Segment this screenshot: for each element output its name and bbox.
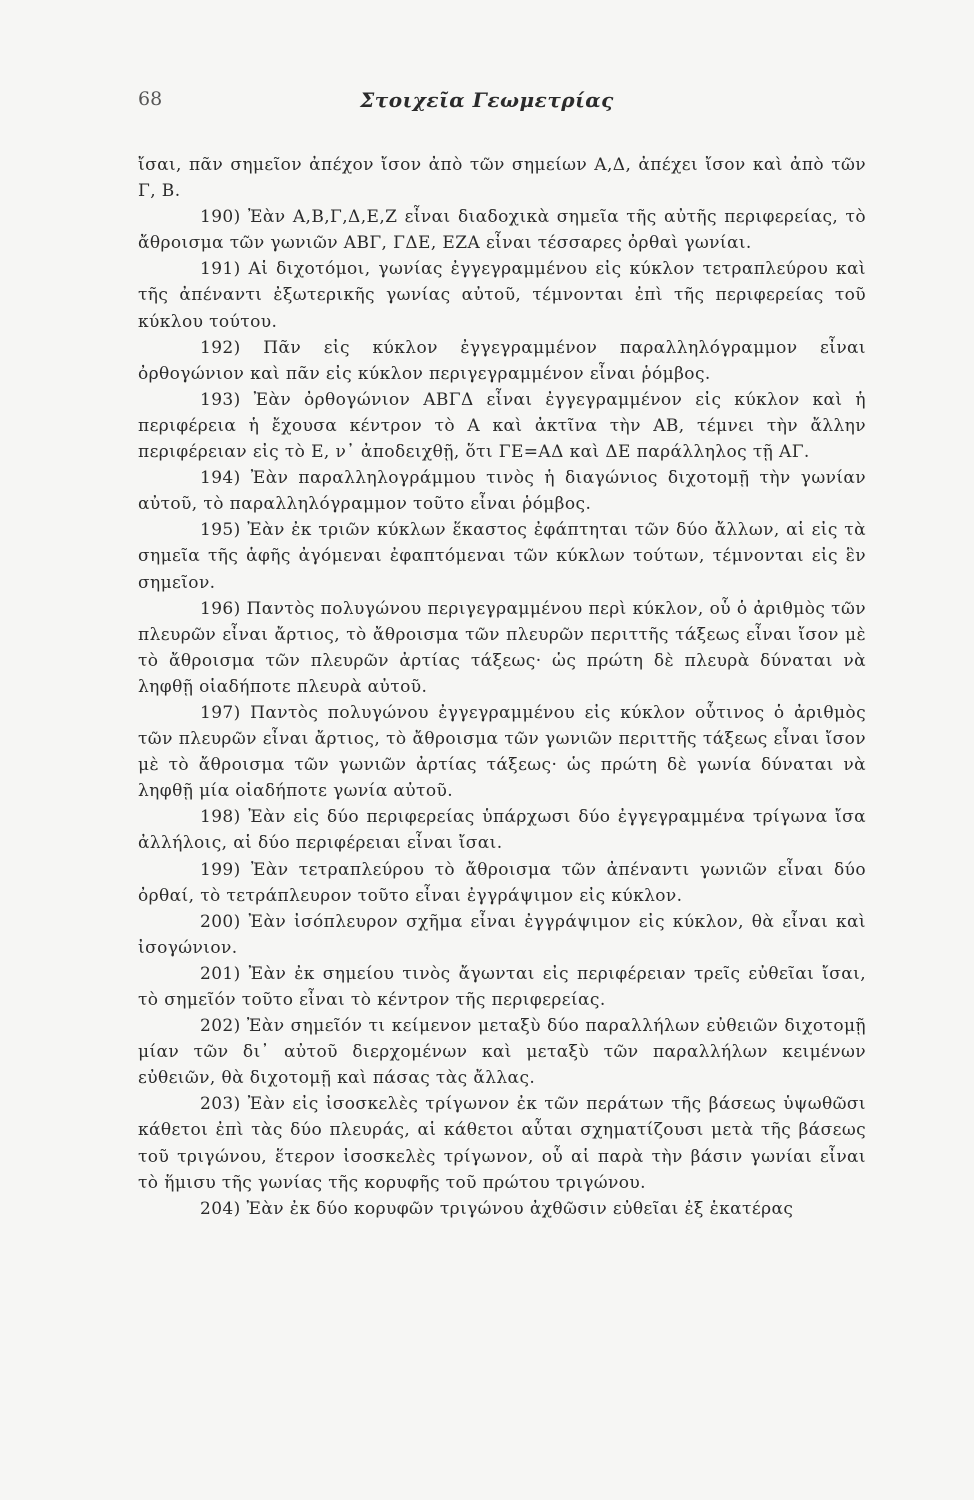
exercise-196: 196) Παντὸς πολυγώνου περιγεγραμμένου περὶ κύκλον, οὗ ὁ ἀριθμὸς τῶν πλευρῶν εἶναι ἄρτιος, τὸ ἄθροισμα τῶν πλευρῶν περιττῆς τάξεως εἶναι ἴσον μὲ τὸ ἄθροισμα τῶν πλευρῶν ἀρτίας τάξεως· ὡς πρώτη δὲ πλευρὰ δύναται νὰ ληφθῇ οἱαδήποτε πλευρὰ αὐτοῦ. bbox=[138, 598, 866, 697]
paragraph-continuation: ἴσαι, πᾶν σημεῖον ἀπέχον ἴσον ἀπὸ τῶν σημείων Α,Δ, ἀπέχει ἴσον καὶ ἀπὸ τῶν Γ, Β. bbox=[138, 155, 866, 202]
exercise-193: 193) Ἐὰν ὀρθογώνιον ΑΒΓΔ εἶναι ἐγγεγραμμένον εἰς κύκλον καὶ ἡ περιφέρεια ἡ ἔχουσα κέντρον τὸ Α καὶ ἀκτῖνα τὴν ΑΒ, τέμνει τὴν ἄλλην περιφέρειαν εἰς τὸ Ε, ν᾿ ἀποδειχθῇ, ὅτι ΓΕ=ΑΔ καὶ ΔΕ παράλληλος τῇ ΑΓ. bbox=[138, 389, 866, 463]
exercise-195: 195) Ἐὰν ἐκ τριῶν κύκλων ἕκαστος ἐφάπτηται τῶν δύο ἄλλων, αἱ εἰς τὰ σημεῖα τῆς ἁφῆς ἀγόμεναι ἐφαπτόμεναι τῶν κύκλων τούτων, τέμνονται εἰς ἓν σημεῖον. bbox=[138, 520, 866, 593]
running-title: Στοιχεῖα Γεωμετρίας bbox=[360, 88, 614, 112]
page-number: 68 bbox=[138, 88, 163, 110]
exercise-198: 198) Ἐὰν εἰς δύο περιφερείας ὑπάρχωσι δύο ἐγγεγραμμένα τρίγωνα ἴσα ἀλλήλοις, αἱ δύο περιφέρειαι εἶναι ἴσαι. bbox=[138, 807, 866, 854]
exercise-199: 199) Ἐὰν τετραπλεύρου τὸ ἄθροισμα τῶν ἀπέναντι γωνιῶν εἶναι δύο ὀρθαί, τὸ τετράπλευρον τοῦτο εἶναι ἐγγράψιμον εἰς κύκλον. bbox=[138, 859, 866, 906]
exercise-192: 192) Πᾶν εἰς κύκλον ἐγγεγραμμένον παραλληλόγραμμον εἶναι ὀρθογώνιον καὶ πᾶν εἰς κύκλον περιγεγραμμένον εἶναι ῥόμβος. bbox=[138, 337, 866, 384]
exercise-200: 200) Ἐὰν ἰσόπλευρον σχῆμα εἶναι ἐγγράψιμον εἰς κύκλον, θὰ εἶναι καὶ ἰσογώνιον. bbox=[138, 911, 866, 958]
exercise-201: 201) Ἐὰν ἐκ σημείου τινὸς ἄγωνται εἰς περιφέρειαν τρεῖς εὐθεῖαι ἴσαι, τὸ σημεῖόν τοῦτο εἶναι τὸ κέντρον τῆς περιφερείας. bbox=[138, 963, 866, 1010]
exercise-191: 191) Αἱ διχοτόμοι, γωνίας ἐγγεγραμμένου εἰς κύκλον τετραπλεύρου καὶ τῆς ἀπέναντι ἐξωτερικῆς γωνίας αὐτοῦ, τέμνονται ἐπὶ τῆς περιφερείας τοῦ κύκλου τούτου. bbox=[138, 259, 866, 332]
page-body bbox=[138, 152, 866, 1222]
exercise-204: 204) Ἐὰν ἐκ δύο κορυφῶν τριγώνου ἀχθῶσιν εὐθεῖαι ἐξ ἑκατέρας bbox=[200, 1198, 794, 1219]
exercise-194: 194) Ἐὰν παραλληλογράμμου τινὸς ἡ διαγώνιος διχοτομῇ τὴν γωνίαν αὐτοῦ, τὸ παραλληλόγραμμον τοῦτο εἶναι ῥόμβος. bbox=[138, 468, 866, 515]
exercise-190: 190) Ἐὰν Α,Β,Γ,Δ,Ε,Ζ εἶναι διαδοχικὰ σημεῖα τῆς αὐτῆς περιφερείας, τὸ ἄθροισμα τῶν γωνιῶν ΑΒΓ, ΓΔΕ, ΕΖΑ εἶναι τέσσαρες ὀρθαὶ γωνίαι. bbox=[138, 207, 866, 254]
exercise-197: 197) Παντὸς πολυγώνου ἐγγεγραμμένου εἰς κύκλον οὗτινος ὁ ἀριθμὸς τῶν πλευρῶν εἶναι ἄρτιος, τὸ ἄθροισμα τῶν γωνιῶν περιττῆς τάξεως εἶναι ἴσον μὲ τὸ ἄθροισμα τῶν γωνιῶν ἀρτίας τάξεως· ὡς πρώτη δὲ γωνία δύναται νὰ ληφθῇ μία οἱαδήποτε γωνία αὐτοῦ. bbox=[138, 702, 866, 802]
exercise-203: 203) Ἐὰν εἰς ἰσοσκελὲς τρίγωνον ἐκ τῶν περάτων τῆς βάσεως ὑψωθῶσι κάθετοι ἐπὶ τὰς δύο πλευράς, αἱ κάθετοι αὗται σχηματίζουσι μετὰ τῆς βάσεως τοῦ τριγώνου, ἕτερον ἰσοσκελὲς τρίγωνον, οὗ αἱ παρὰ τὴν βάσιν γωνίαι εἶναι τὸ ἥμισυ τῆς γωνίας τῆς κορυφῆς τοῦ πρώτου τριγώνου. bbox=[138, 1094, 866, 1193]
page-header bbox=[0, 88, 974, 118]
exercise-202: 202) Ἐὰν σημεῖόν τι κείμενον μεταξὺ δύο παραλλήλων εὐθειῶν διχοτομῇ μίαν τῶν δι᾿ αὐτοῦ διερχομένων καὶ μεταξὺ τῶν παραλλήλων κειμένων εὐθειῶν, θὰ διχοτομῇ καὶ πάσας τὰς ἄλλας. bbox=[138, 1016, 866, 1089]
